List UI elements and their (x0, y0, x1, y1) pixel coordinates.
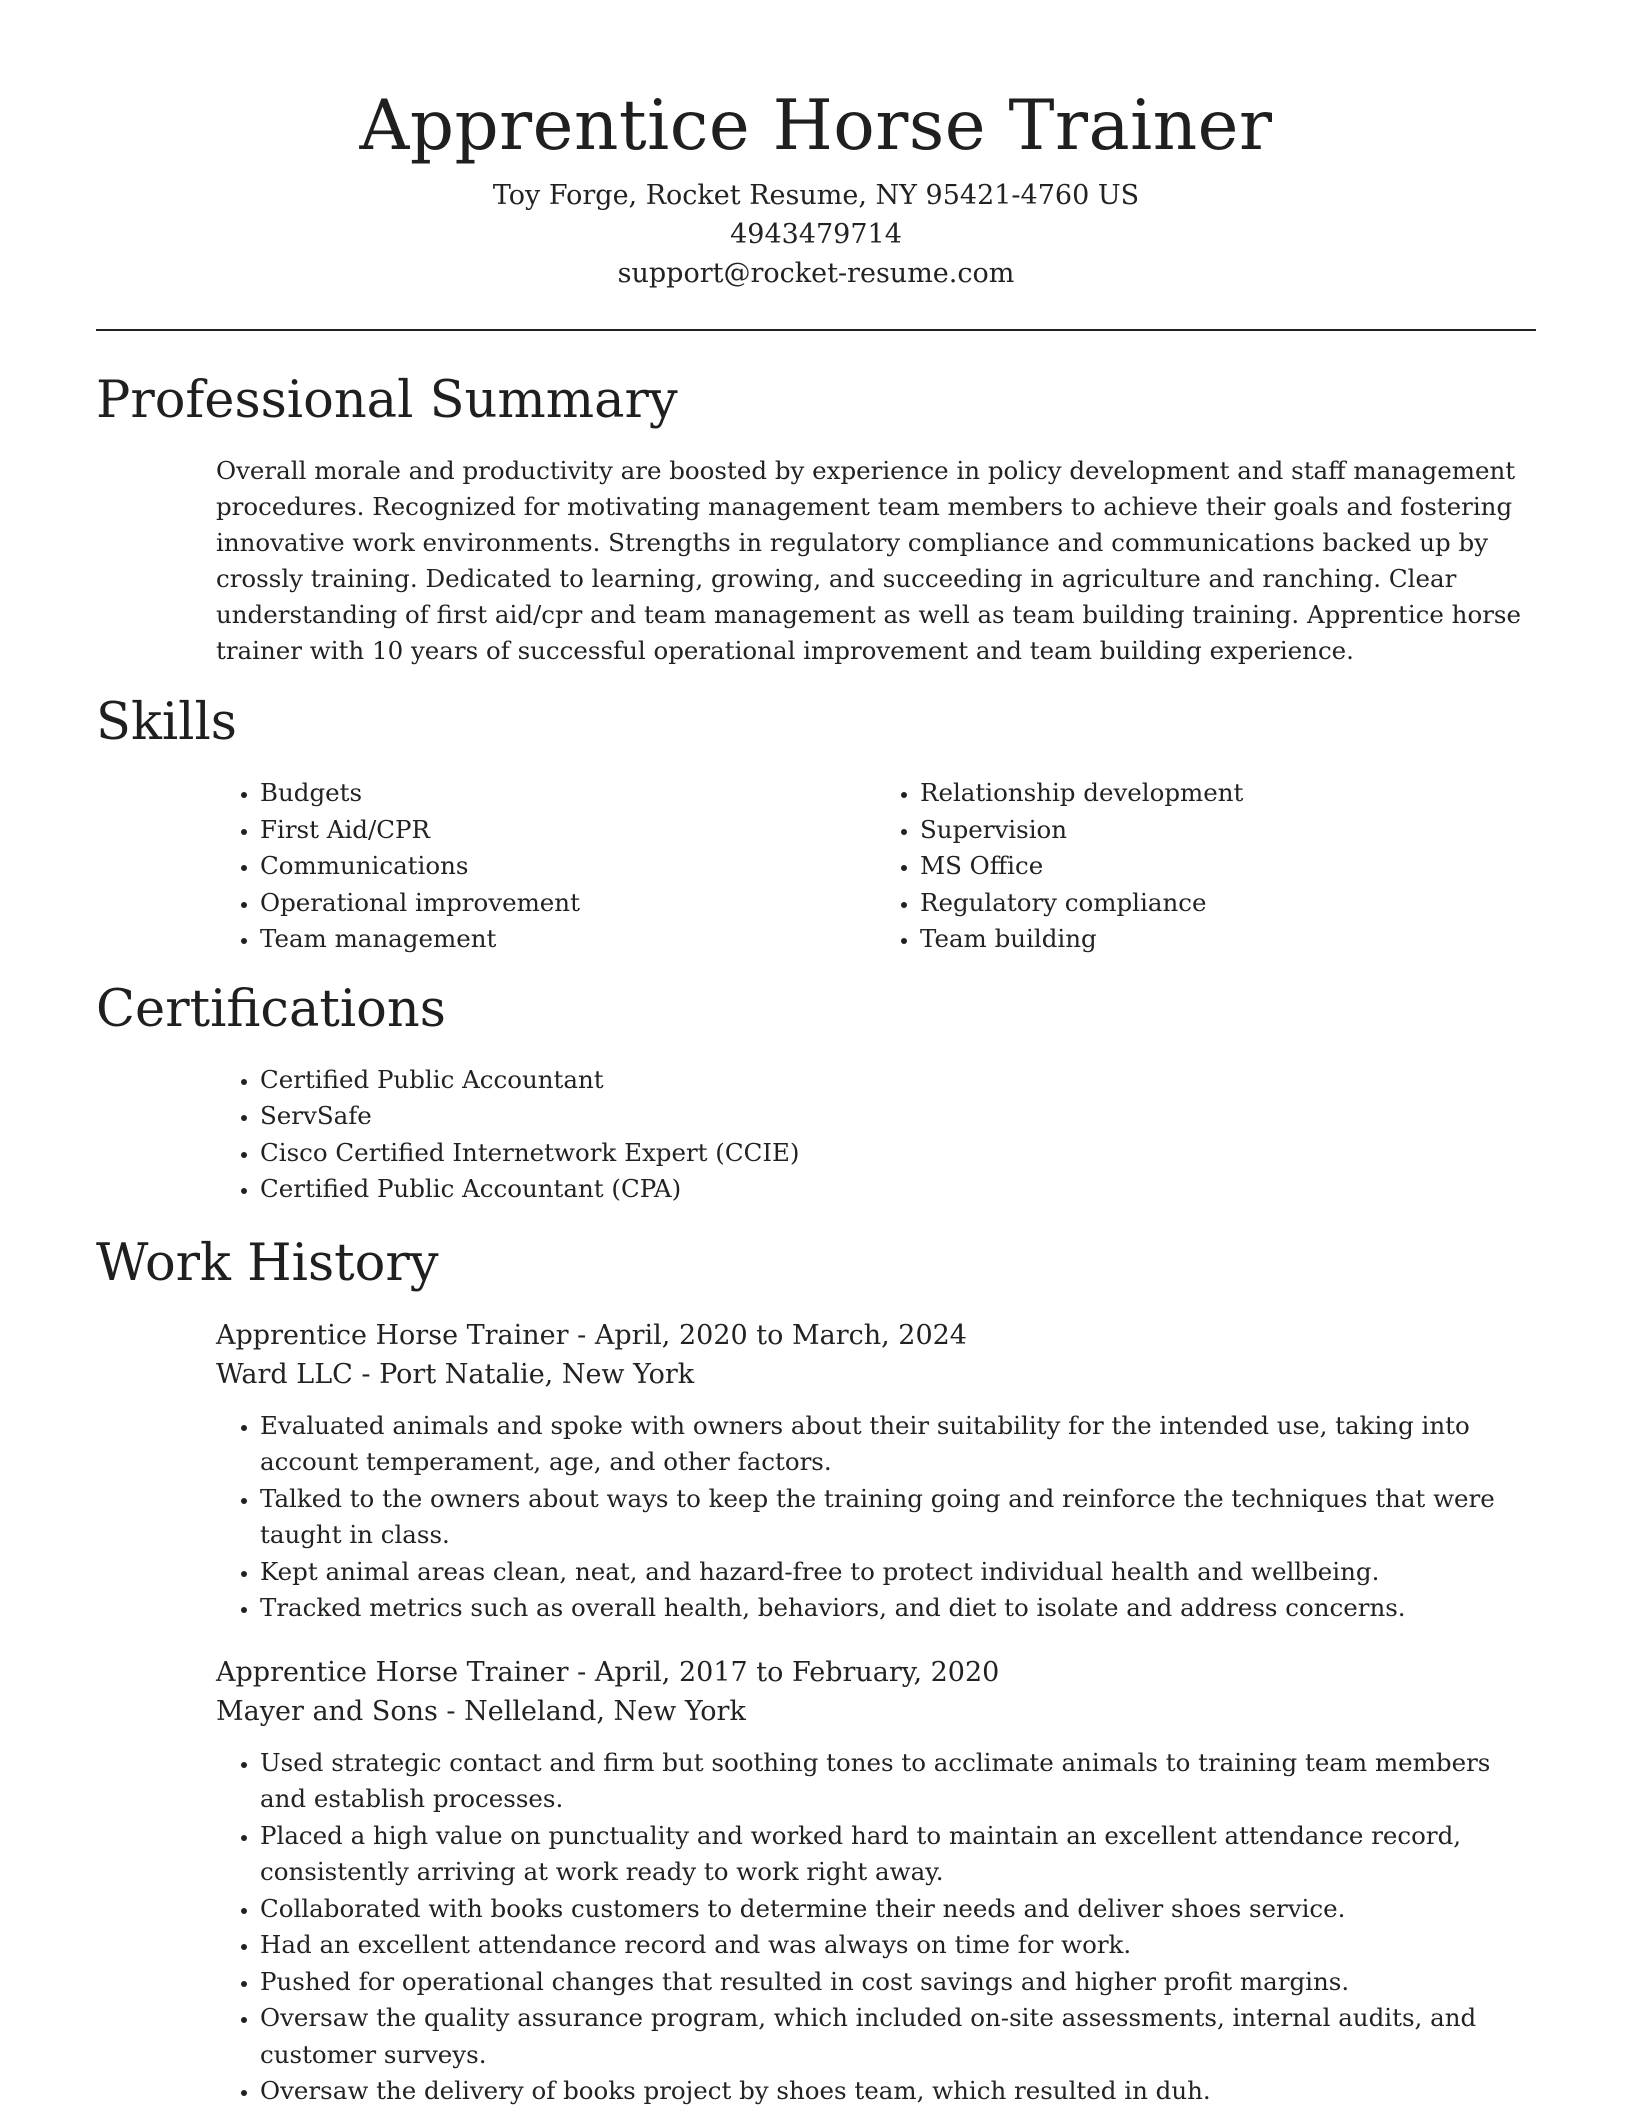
skills-heading: Skills (96, 693, 237, 752)
skills-list-left (216, 775, 876, 958)
skill-item: • Regulatory compliance (920, 885, 1536, 922)
contact-address: Toy Forge, Rocket Resume, NY 95421-4760 US (492, 180, 1140, 211)
job-responsibilities (216, 1745, 1536, 2110)
skills-list-right (876, 775, 1536, 958)
work-history-heading: Work History (96, 1233, 439, 1293)
resume-page (96, 0, 1536, 2110)
job-title-dates: Apprentice Horse Trainer - April, 2017 to February, 2020 (216, 1656, 1000, 1688)
job-bullet: • Kept animal areas clean, neat, and hazard-free to protect individual health and wellbeing. (260, 1554, 1536, 1591)
job-bullet: • Evaluated animals and spoke with owners about their suitability for the intended use, taking into account temperament, age, and other factors. (260, 1408, 1536, 1481)
summary-heading: Professional Summary (96, 371, 678, 430)
job-company-location: Mayer and Sons - Nelleland, New York (216, 1695, 746, 1727)
skills-columns (216, 775, 1536, 958)
skill-item: • Team management (260, 921, 876, 958)
job-bullet: • Placed a high value on punctuality and worked hard to maintain an excellent attendance record, consistently arriving at work ready to work right away. (260, 1818, 1536, 1891)
job-bullet: • Used strategic contact and firm but soothing tones to acclimate animals to training team members and establish processes. (260, 1745, 1536, 1818)
skill-item: • Team building (920, 921, 1536, 958)
job-entry (216, 1316, 1536, 1627)
job-bullet: • Talked to the owners about ways to keep the training going and reinforce the techniques that were taught in class. (260, 1481, 1536, 1554)
job-bullet: • Oversaw the delivery of books project by shoes team, which resulted in duh. (260, 2073, 1536, 2110)
certifications-heading: Certifications (96, 979, 446, 1039)
skill-item: • Supervision (920, 812, 1536, 849)
skill-item: • Budgets (260, 775, 876, 812)
job-company-location: Ward LLC - Port Natalie, New York (216, 1358, 695, 1390)
contact-email: support@rocket-resume.com (617, 258, 1015, 289)
skill-item: • Relationship development (920, 775, 1536, 812)
certifications-list (216, 1062, 1536, 1208)
resume-name: Apprentice Horse Trainer (359, 86, 1273, 166)
job-bullet: • Tracked metrics such as overall health, behaviors, and diet to isolate and address concerns. (260, 1590, 1536, 1627)
job-bullet: • Had an excellent attendance record and was always on time for work. (260, 1927, 1536, 1964)
job-bullet: • Collaborated with books customers to determine their needs and deliver shoes service. (260, 1891, 1536, 1928)
skill-item: • MS Office (920, 848, 1536, 885)
certification-item: • Certified Public Accountant (CPA) (260, 1171, 1536, 1208)
contact-info (96, 176, 1536, 293)
skill-item: • Communications (260, 848, 876, 885)
job-bullet: • Pushed for operational changes that resulted in cost savings and higher profit margins. (260, 1964, 1536, 2001)
skill-item: • First Aid/CPR (260, 812, 876, 849)
job-title-dates: Apprentice Horse Trainer - April, 2020 to March, 2024 (216, 1319, 967, 1351)
job-bullet: • Oversaw the quality assurance program, which included on-site assessments, internal audits, and customer surveys. (260, 2000, 1536, 2073)
certification-item: • ServSafe (260, 1098, 1536, 1135)
header-divider (96, 329, 1536, 331)
contact-phone: 4943479714 (730, 219, 902, 250)
skill-item: • Operational improvement (260, 885, 876, 922)
job-entry (216, 1653, 1536, 2110)
job-responsibilities (216, 1408, 1536, 1627)
summary-text: Overall morale and productivity are boosted by experience in policy development and staff management procedures. Recognized for motivating management team members to achieve their goals and fostering innovative work environments. Strengths in regulatory compliance and communications backed up by crossly training. Dedicated to learning, growing, and succeeding in agriculture and ranching. Clear understanding of first aid/cpr and team management as well as team building training. Apprentice horse trainer with 10 years of successful operational improvement and team building experience. (216, 456, 1521, 665)
certification-item: • Certified Public Accountant (260, 1062, 1536, 1099)
certification-item: • Cisco Certified Internetwork Expert (CCIE) (260, 1135, 1536, 1172)
